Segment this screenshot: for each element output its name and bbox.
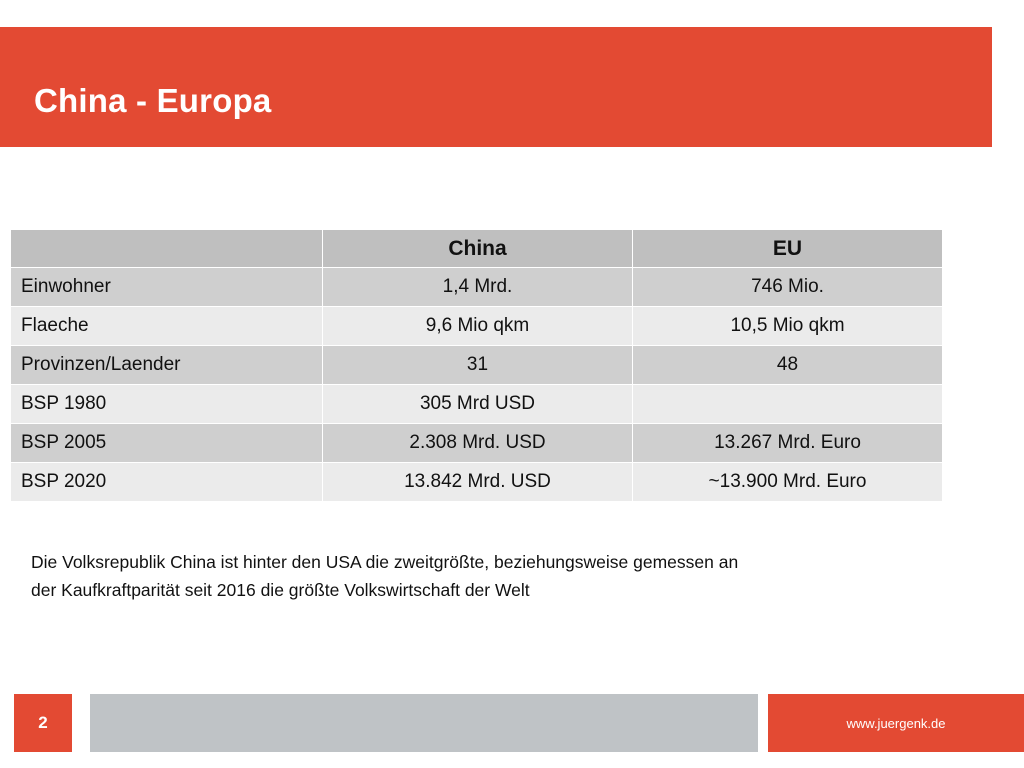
table-row xyxy=(11,424,943,463)
row-value-china: 305 Mrd USD xyxy=(323,385,633,424)
row-label: BSP 2020 xyxy=(11,463,323,502)
table-header-china: China xyxy=(323,230,633,268)
footer-url-label: www.juergenk.de xyxy=(846,715,946,731)
row-label: BSP 1980 xyxy=(11,385,323,424)
row-value-eu: 13.267 Mrd. Euro xyxy=(633,424,943,463)
footer-bar xyxy=(90,694,758,752)
table-header-corner xyxy=(11,230,323,268)
row-value-eu xyxy=(633,385,943,424)
comparison-table-container xyxy=(10,229,942,502)
slide-number-badge: 2 xyxy=(14,694,72,752)
caption-line-2: der Kaufkraftparität seit 2016 die größte Volkswirtschaft der Welt xyxy=(31,580,530,600)
row-value-china: 2.308 Mrd. USD xyxy=(323,424,633,463)
row-value-eu: 10,5 Mio qkm xyxy=(633,307,943,346)
table-row xyxy=(11,385,943,424)
caption-text xyxy=(31,548,931,604)
row-value-china: 13.842 Mrd. USD xyxy=(323,463,633,502)
row-label: Einwohner xyxy=(11,268,323,307)
comparison-table xyxy=(10,229,943,502)
row-value-eu: ~13.900 Mrd. Euro xyxy=(633,463,943,502)
row-value-china: 1,4 Mrd. xyxy=(323,268,633,307)
table-header-eu: EU xyxy=(633,230,943,268)
table-row xyxy=(11,346,943,385)
page-title: China - Europa xyxy=(34,82,272,119)
row-value-china: 9,6 Mio qkm xyxy=(323,307,633,346)
row-value-eu: 746 Mio. xyxy=(633,268,943,307)
caption-line-1: Die Volksrepublik China ist hinter den USA die zweitgrößte, beziehungsweise gemessen an xyxy=(31,552,739,572)
row-label: Flaeche xyxy=(11,307,323,346)
row-label: BSP 2005 xyxy=(11,424,323,463)
row-value-eu: 48 xyxy=(633,346,943,385)
row-label: Provinzen/Laender xyxy=(11,346,323,385)
table-header-row xyxy=(11,230,943,268)
table-row xyxy=(11,463,943,502)
table-row xyxy=(11,307,943,346)
footer-url-box[interactable] xyxy=(768,694,1024,752)
table-row xyxy=(11,268,943,307)
row-value-china: 31 xyxy=(323,346,633,385)
